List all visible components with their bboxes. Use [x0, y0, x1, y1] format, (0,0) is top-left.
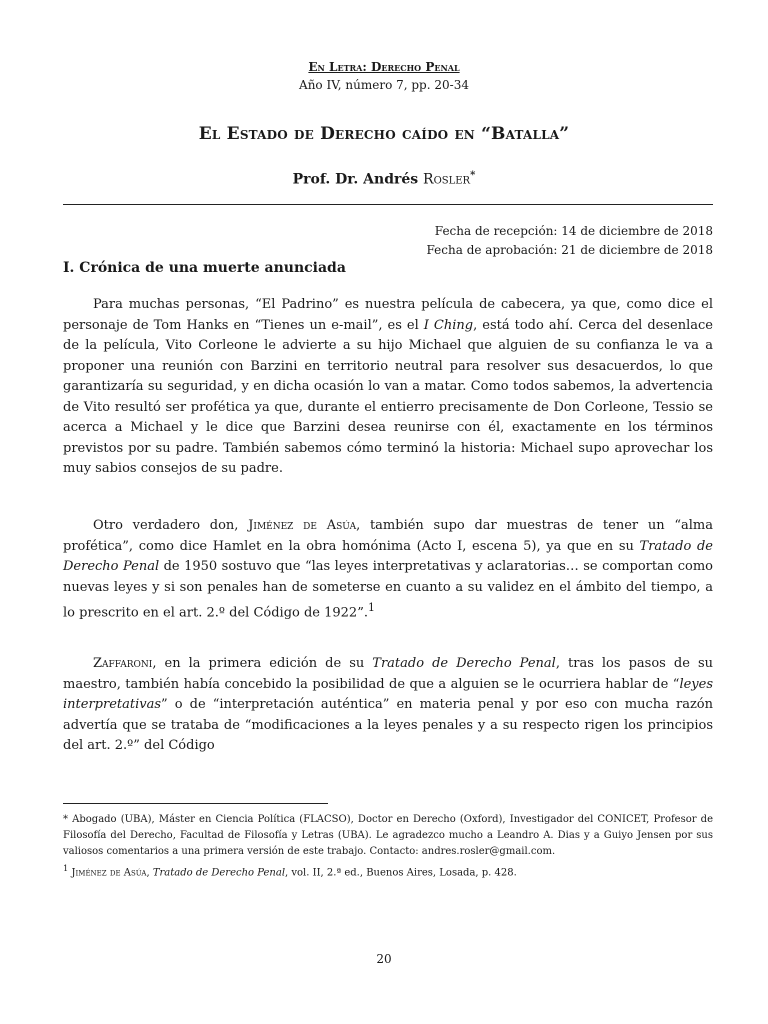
- p2-smallcaps: Jiménez de Asúa: [248, 518, 357, 533]
- p3-text-a: , en la primera edición de su: [152, 656, 373, 671]
- footnote-star: * Abogado (UBA), Máster en Ciencia Política (FLACSO), Doctor en Derecho (Oxford), Investigador del CONICET, Profesor de Filosofía del Derecho, Facultad de Filosofía y Letras (UBA). Le agradezco mucho a Leandro A. Dias y a Guiyo Jensen por sus valiosos comentarios a una primera versión de este trabajo. Contacto: andres.rosler@gmail.com.: [63, 814, 713, 857]
- footnotes: [63, 812, 713, 881]
- journal-issue: Año IV, número 7, pp. 20-34: [299, 78, 469, 92]
- paragraph-1: [63, 295, 713, 480]
- dates-block: [427, 222, 714, 260]
- footnote-divider: [63, 803, 328, 804]
- footnote-1-text-b: , vol. II, 2.ª ed., Buenos Aires, Losada, p. 428.: [285, 867, 517, 879]
- received-date: Fecha de recepción: 14 de diciembre de 2018: [434, 224, 713, 238]
- footnote-1-text-a: ,: [146, 867, 153, 879]
- footnote-1-mark: 1: [63, 863, 69, 873]
- p2-italic: Tratado de Derecho Penal: [63, 538, 713, 574]
- p3-italic-2: leyes interpretativas: [63, 676, 713, 712]
- p3-text-b: , tras los pasos de su maestro, también había concebido la posibilidad de que a alguien se le ocurriera hablar de “: [63, 656, 713, 692]
- footnote-1-italic: Tratado de Derecho Penal: [152, 867, 286, 879]
- p1-italic: I Ching: [423, 317, 474, 333]
- page-number: 20: [376, 952, 392, 966]
- footnote-1-smallcaps: Jiménez de Asúa: [71, 867, 147, 879]
- p2-text-b: , también supo dar muestras de tener un “alma profética”, como dice Hamlet en la obra homónima (Acto I, escena 5), ya que en su: [63, 518, 713, 554]
- article-title: El Estado de Derecho caído en “Batalla”: [198, 124, 570, 144]
- author-name: Prof. Dr. Andrés: [292, 171, 419, 188]
- article-author: [0, 170, 768, 188]
- author-footnote-mark: *: [470, 170, 476, 181]
- p1-text-b: , está todo ahí. Cerca del desenlace de la película, Vito Corleone le advierte a su hijo Michael que alguien de su confianza le va a proponer una reunión con Barzini en territorio neutral para resolver sus desacuerdos, lo que garantizaría su seguridad, y en dicha ocasión lo van a matar. Como todos sabemos, la advertencia de Vito resultó ser profética ya que, durante el entierro precisamente de Don Corleone, Tessio se acerca a Michael y le dice que Barzini desea reunirse con él, exactamente en los términos previstos por su padre. También sabemos cómo terminó la historia: Michael supo aprovechar los muy sabios consejos de su padre.: [63, 317, 713, 476]
- section-heading: I. Crónica de una muerte anunciada: [63, 260, 346, 276]
- p2-text-c: de 1950 sostuvo que “las leyes interpretativas y aclaratorias… se comportan como nuevas leyes y si son penales han de someterse en cuanto a su validez en el ámbito del tiempo, a lo prescrito en el art. 2.º del Código de 1922”.: [63, 559, 713, 621]
- p3-text-c: ” o de “interpretación auténtica” en materia penal y por eso con mucha razón advertía que se trataba de “modificaciones a la leyes penales y a su respecto rigen los principios del art. 2.º” del Código: [63, 697, 713, 753]
- author-surname: Rosler: [423, 171, 471, 188]
- footnote-ref-1[interactable]: 1: [368, 601, 375, 614]
- p3-smallcaps: Zaffaroni: [93, 656, 153, 671]
- journal-name: En Letra: Derecho Penal: [308, 60, 460, 74]
- p3-italic: Tratado de Derecho Penal: [372, 656, 556, 671]
- footnote-1: [63, 860, 713, 881]
- paragraph-2: [63, 516, 713, 624]
- paragraph-3: [63, 654, 713, 757]
- approved-date: Fecha de aprobación: 21 de diciembre de 2018: [426, 243, 713, 257]
- header-divider: [63, 204, 713, 205]
- p1-text-a: Para muchas personas, “El Padrino” es nuestra película de cabecera, ya que, como dice el personaje de Tom Hanks en “Tienes un e-mail”, es el: [63, 297, 713, 333]
- p2-text-a: Otro verdadero don,: [93, 518, 249, 533]
